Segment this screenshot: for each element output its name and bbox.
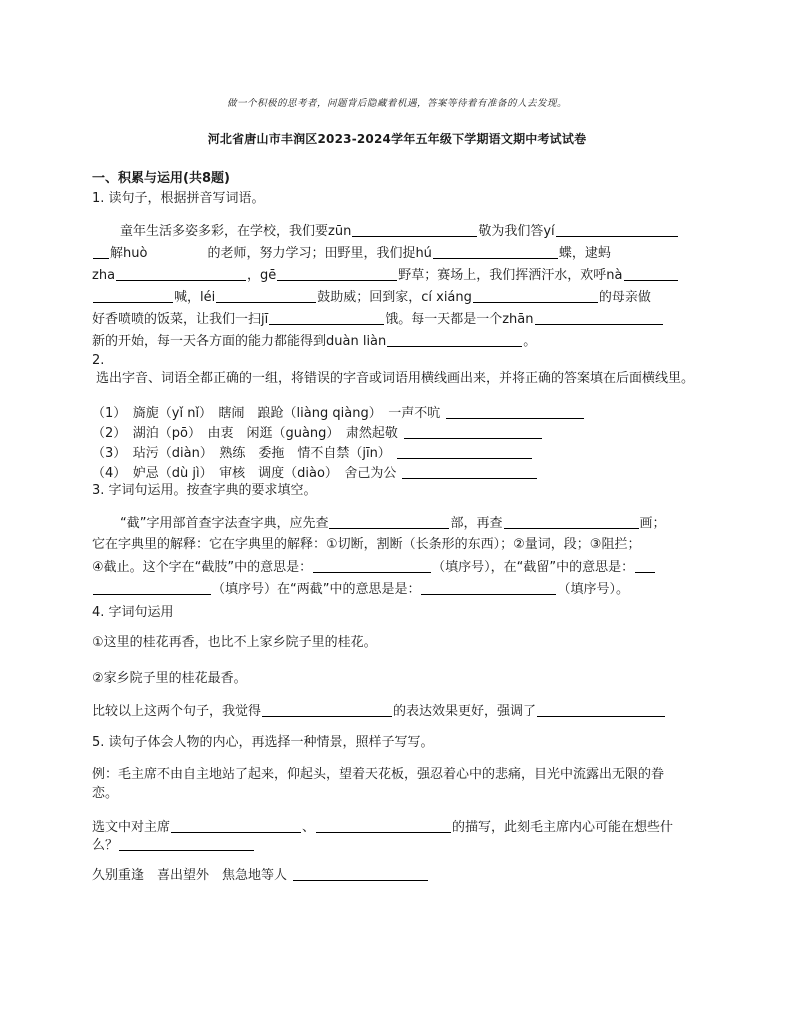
answer-blank[interactable] — [624, 266, 678, 281]
q5-line-5 — [92, 866, 429, 885]
q4-text: 比较以上这两个句子，我觉得 — [92, 704, 262, 719]
q3-line-2 — [92, 536, 640, 554]
answer-blank[interactable] — [262, 702, 392, 717]
q1-line-5 — [92, 310, 664, 329]
q3-text: ④截止。这个字在“截肢”中的意思是： — [92, 560, 313, 575]
q5-line-4 — [92, 836, 255, 855]
q1-line-3 — [92, 266, 679, 285]
q2-option-2 — [92, 424, 543, 443]
q3-text: （填序号）在“两截”中的意思是是： — [212, 582, 421, 597]
answer-blank[interactable] — [421, 580, 556, 595]
answer-blank[interactable] — [404, 424, 542, 439]
q1-text: ，gē — [247, 268, 277, 283]
answer-blank[interactable] — [93, 244, 109, 259]
answer-blank[interactable] — [446, 404, 584, 419]
q3-text: 画； — [639, 516, 666, 531]
answer-blank[interactable] — [269, 310, 384, 325]
q4-prompt: 4. 字词句运用 — [92, 605, 174, 620]
answer-blank[interactable] — [216, 288, 316, 303]
option-text: （1） 旖旎（yǐ nǐ） 瞎闹 踉跄（liàng qiàng） 一声不吭 — [92, 406, 441, 421]
q1-text: 蝶，逮蚂 — [558, 246, 611, 261]
q1-line-2 — [92, 244, 611, 263]
answer-blank[interactable] — [313, 558, 431, 573]
exam-title: 河北省唐山市丰润区2023-2024学年五年级下学期语文期中考试试卷 — [207, 132, 587, 146]
option-text: （3） 玷污（diàn） 熟练 委拖 情不自禁（jīn） — [92, 446, 391, 461]
q1-text: 的母亲做 — [598, 290, 651, 305]
q3-text: 部，再查 — [450, 516, 503, 531]
option-text: （4） 妒忌（dù jì） 审核 调度（diào） 舍己为公 — [92, 466, 397, 481]
q1-text: 敬为我们答yí — [478, 224, 555, 239]
q5-text: 、 — [302, 820, 316, 835]
q5-text: 久别重逢 喜出望外 焦急地等人 — [92, 868, 288, 883]
answer-blank[interactable] — [93, 580, 211, 595]
q3-text: （填序号），在“截留”中的意思是： — [432, 560, 635, 575]
q3-prompt: 3. 字词句运用。按查字典的要求填空。 — [92, 483, 317, 498]
q3-line-3 — [92, 558, 656, 577]
q2-number: 2. — [92, 353, 105, 368]
q5-text: 么？ — [92, 838, 119, 853]
q3-text: （填序号）。 — [557, 582, 629, 597]
q2-option-4 — [92, 464, 538, 483]
q1-text: 好香喷喷的饭菜，让我们一扫jī — [92, 312, 269, 327]
q1-text: 解huò — [110, 246, 148, 261]
section-heading: 一、积累与运用(共8题) — [92, 171, 230, 186]
q4-sentence-2: ②家乡院子里的桂花最香。 — [92, 671, 247, 686]
q2-option-3 — [92, 444, 533, 463]
q1-prompt: 1. 读句子，根据拼音写词语。 — [92, 191, 265, 206]
option-text: （2） 湖泊（pō） 由衷 闲逛（guàng） 肃然起敬 — [92, 426, 398, 441]
q1-text: 童年生活多姿多彩，在学校，我们要zūn — [120, 224, 352, 239]
q5-prompt: 5. 读句子体会人物的内心，再选择一种情景，照样子写写。 — [92, 735, 434, 750]
answer-blank[interactable] — [277, 266, 397, 281]
q4-text: 的表达效果更好，强调了 — [393, 704, 537, 719]
q1-text: 。 — [523, 334, 537, 349]
q1-text: 的老师，努力学习；田野里，我们捉hú — [207, 246, 432, 261]
q5-example-line-2: 恋。 — [92, 786, 119, 801]
q4-sentence-1: ①这里的桂花再香，也比不上家乡院子里的桂花。 — [92, 635, 377, 650]
q1-line-6 — [92, 332, 536, 351]
answer-blank[interactable] — [329, 514, 449, 529]
q1-text: 新的开始，每一天各方面的能力都能得到duàn liàn — [92, 334, 387, 349]
answer-blank[interactable] — [535, 310, 663, 325]
q3-line-1 — [120, 514, 666, 533]
answer-blank[interactable] — [171, 818, 301, 833]
q4-line-3 — [92, 702, 666, 721]
q5-text: 的描写，此刻毛主席内心可能在想些什 — [452, 820, 674, 835]
q5-text: 选文中对主席 — [92, 820, 171, 835]
q2-prompt: 选出字音、词语全都正确的一组，将错误的字音或词语用横线画出来，并将正确的答案填在后面横线里。 — [96, 371, 695, 386]
answer-blank[interactable] — [293, 866, 428, 881]
q1-text: 饿。每一天都是一个zhān — [385, 312, 534, 327]
answer-blank[interactable] — [433, 244, 558, 259]
answer-blank[interactable] — [635, 558, 655, 573]
q2-option-1 — [92, 404, 585, 423]
q1-line-1 — [120, 222, 679, 241]
answer-blank[interactable] — [352, 222, 477, 237]
q1-text: 鼓助威；回到家，cí xiáng — [317, 290, 472, 305]
answer-blank[interactable] — [387, 332, 522, 347]
q1-text: 野草；赛场上，我们挥洒汗水，欢呼nà — [398, 268, 623, 283]
q1-text: zha — [92, 268, 116, 283]
answer-blank[interactable] — [473, 288, 598, 303]
answer-blank[interactable] — [397, 444, 532, 459]
answer-blank[interactable] — [504, 514, 639, 529]
q3-text: “截”字用部首查字法查字典，应先查 — [120, 516, 329, 531]
q3-text: 它在字典里的解释：它在字典里的解释：①切断，割断（长条形的东西）；②量词，段；③阻拦； — [92, 537, 641, 552]
q1-line-4 — [92, 288, 651, 307]
answer-blank[interactable] — [116, 266, 246, 281]
answer-blank[interactable] — [316, 818, 451, 833]
answer-blank[interactable] — [119, 836, 254, 851]
q3-line-4 — [92, 580, 629, 599]
answer-blank[interactable] — [402, 464, 537, 479]
q5-example-line-1: 例：毛主席不由自主地站了起来，仰起头，望着天花板，强忍着心中的悲痛，目光中流露出无限的眷 — [92, 767, 665, 782]
answer-blank[interactable] — [93, 288, 173, 303]
q5-line-3 — [92, 818, 673, 837]
q1-text: 喊，léi — [174, 290, 216, 305]
answer-blank[interactable] — [537, 702, 665, 717]
answer-blank[interactable] — [556, 222, 678, 237]
motto-line: 做一个积极的思考者，问题背后隐藏着机遇，答案等待着有准备的人去发现。 — [226, 98, 567, 109]
